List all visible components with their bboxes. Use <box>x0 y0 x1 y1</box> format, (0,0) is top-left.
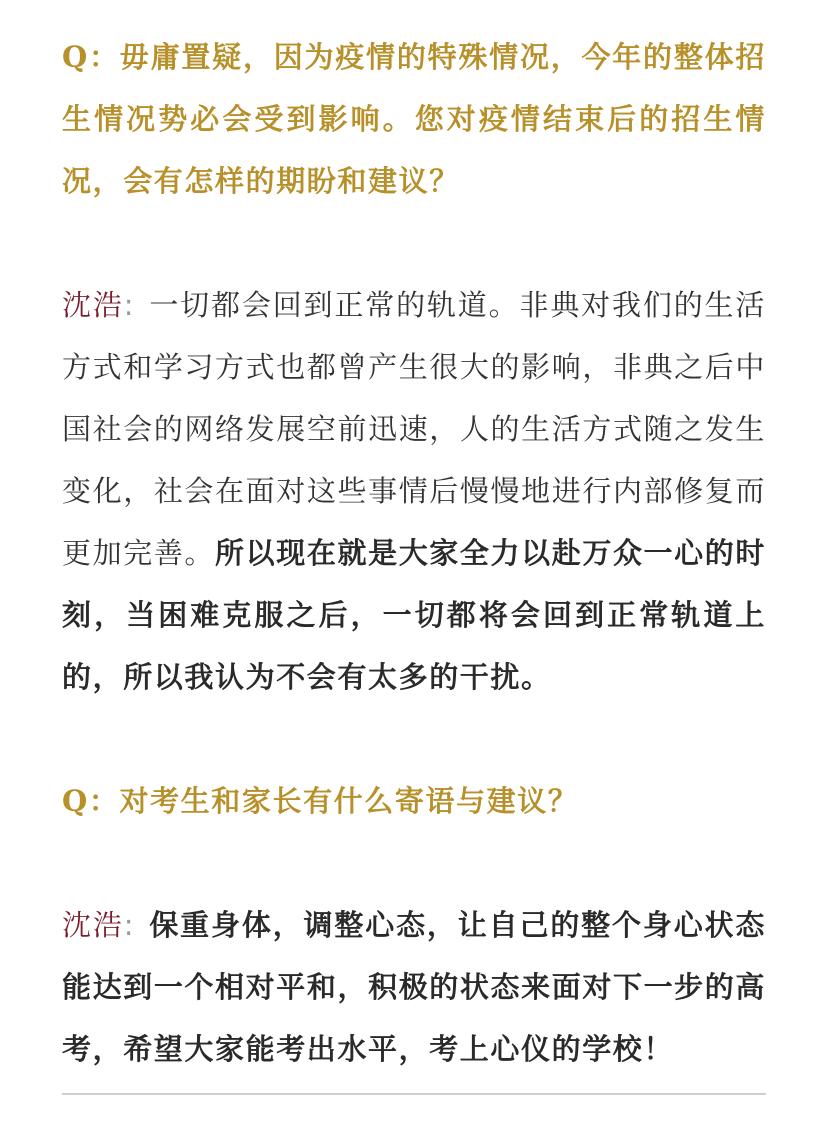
question-text: 毋庸置疑，因为疫情的特殊情况，今年的整体招生情况势必会受到影响。您对疫情结束后的招生情况，会有怎样的期盼和建议？ <box>62 40 766 198</box>
speaker-separator: : <box>123 288 136 322</box>
answer-text: 一切都会回到正常的轨道。非典对我们的生活方式和学习方式也都曾产生很大的影响，非典之后中国社会的网络发展空前迅速，人的生活方式随之发生变化，社会在面对这些事情后慢慢地进行内部修复而更加完善。 <box>62 288 766 570</box>
answer-2 <box>62 894 766 1080</box>
speaker-name: 沈浩 <box>62 288 124 322</box>
answer-emphasis-text: 所以现在就是大家全力以赴万众一心的时刻，当困难克服之后，一切都将会回到正常轨道上的，所以我认为不会有太多的干扰。 <box>62 536 766 694</box>
answer-emphasis-text: 保重身体，调整心态，让自己的整个身心状态能达到一个相对平和，积极的状态来面对下一步的高考，希望大家能考出水平，考上心仪的学校！ <box>62 908 766 1066</box>
answer-1 <box>62 274 766 708</box>
section-divider <box>62 1093 766 1095</box>
speaker-separator: : <box>123 908 136 942</box>
question-text: 对考生和家长有什么寄语与建议？ <box>119 784 579 818</box>
question-prefix: Q： <box>62 784 120 818</box>
question-1 <box>62 26 766 212</box>
question-prefix: Q： <box>62 40 120 74</box>
question-2 <box>62 770 766 832</box>
speaker-name: 沈浩 <box>62 908 124 942</box>
article-body <box>62 26 766 1080</box>
